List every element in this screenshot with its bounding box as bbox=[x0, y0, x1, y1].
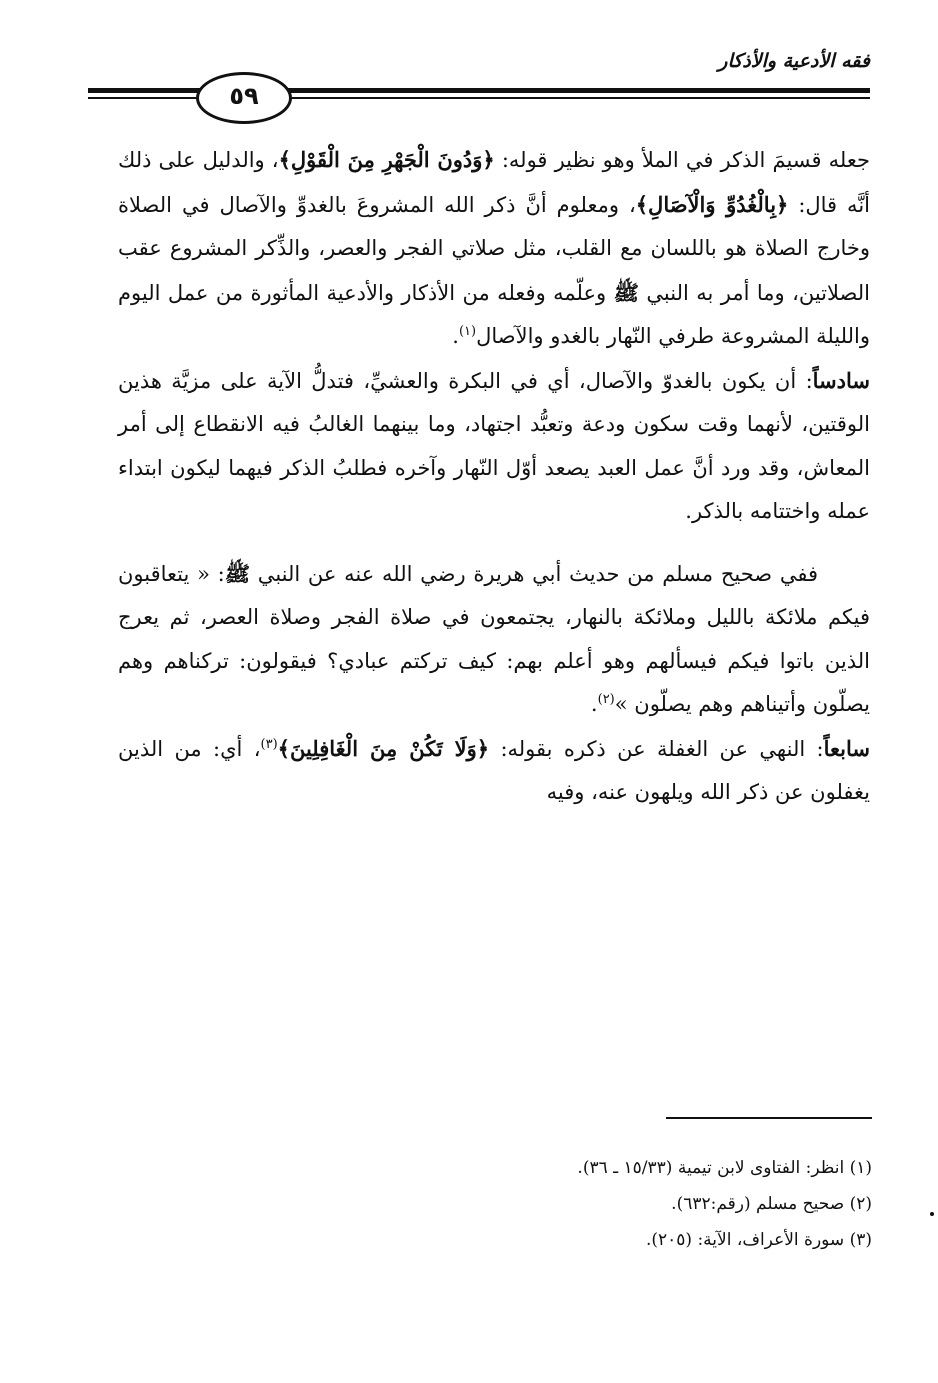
text-run: جعله قسيمَ الذكر في الملأ وهو نظير قوله: bbox=[494, 148, 870, 172]
footnotes bbox=[300, 1150, 872, 1258]
main-text bbox=[118, 138, 870, 815]
text-run: . bbox=[452, 324, 459, 348]
text-run: ففي صحيح مسلم من حديث أبي هريرة رضي الله عنه عن النبي bbox=[250, 561, 818, 586]
footnote-rule bbox=[666, 1117, 872, 1119]
text-run: . bbox=[590, 692, 598, 716]
paragraph-4 bbox=[118, 727, 870, 815]
text-run: : « يتعاقبون فيكم ملائكة بالليل وملائكة بالنهار، يجتمعون في صلاة الفجر وصلاة العصر، ثم يعرج الذين باتوا فيكم فيسألهم وهو أعلم بهم: كيف تركتم عبادي؟ فيقولون: تركناهم وهم يصلّون وأتيناهم وهم يصلّون » bbox=[118, 561, 870, 716]
page-number: ٥٩ bbox=[229, 82, 259, 110]
footnote-2: (٢) صحيح مسلم (رقم:٦٣٢). bbox=[671, 1194, 872, 1214]
paragraph-3 bbox=[118, 552, 870, 727]
salutation-symbol: ﷺ bbox=[613, 279, 639, 305]
footnote-ref: (١) bbox=[458, 324, 477, 339]
text-run: وعلّمه وفعله من الأذكار والأدعية المأثورة من عمل اليوم والليلة المشروعة طرفي النّهار بالغدو والآصال bbox=[118, 280, 870, 348]
text-run: : أن يكون بالغدوّ والآصال، أي في البكرة والعشيِّ، فتدلُّ الآية على مزيَّة هذين الوقتين، لأنهما وقت سكون ودعة وتعبُّد اجتهاد، وما بينهما الغالبُ فيه الانقطاع إلى أمر المعاش، وقد ورد أنَّ عمل العبد يصعد أوّل النّهار وآخره فطلبُ الذكر فيهما ليكون ابتداء عمله واختتامه بالذكر. bbox=[118, 368, 871, 523]
paragraph-1 bbox=[118, 138, 870, 359]
text-run: : النهي عن الغفلة عن ذكره بقوله: bbox=[489, 736, 824, 761]
text-run: ، أي: من الذين يغفلون عن ذكر الله ويلهون عنه، وفيه bbox=[118, 736, 870, 804]
footnote-1: (١) انظر: الفتاوى لابن تيمية (١٥/٣٣ ـ ٣٦). bbox=[577, 1158, 872, 1178]
footnote-3: (٣) سورة الأعراف، الآية: (٢٠٥). bbox=[645, 1230, 872, 1250]
margin-dot bbox=[930, 1212, 934, 1216]
text-run: ، ومعلوم أنَّ ذكر الله المشروعَ بالغدوِّ والآصال في الصلاة وخارج الصلاة هو باللسان مع القلب، مثل صلاتي الفجر والعصر، والذِّكر المشروع عقب الصلاتين، وما أمر به النبي bbox=[118, 192, 870, 305]
book-title: فقه الأدعية والأذكار bbox=[718, 50, 870, 72]
quran-verse: ﴿وَلَا تَكُنْ مِنَ الْغَافِلِينَ﴾ bbox=[277, 735, 490, 761]
footnote-ref: (٢) bbox=[597, 692, 615, 707]
quran-verse: ﴿بِالْغُدُوِّ وَالْآصَالِ﴾ bbox=[635, 191, 789, 217]
footnote-ref: (٣) bbox=[260, 736, 278, 752]
section-heading: سابعاً bbox=[823, 735, 870, 761]
section-heading: سادساً bbox=[812, 367, 870, 393]
salutation-symbol: ﷺ bbox=[224, 560, 251, 586]
text-run: ، والدليل على ذلك أنَّه قال: bbox=[118, 148, 870, 217]
paragraph-2 bbox=[118, 359, 870, 534]
quran-verse: ﴿وَدُونَ الْجَهْرِ مِنَ الْقَوْلِ﴾ bbox=[278, 147, 495, 172]
